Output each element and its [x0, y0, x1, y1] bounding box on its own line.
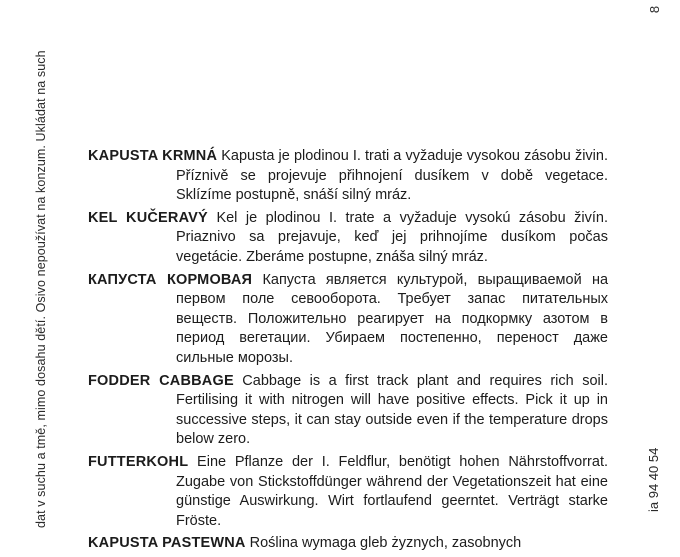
- entry-text: Eine Pflanze der I. Feldflur, benötigt hohen Nährstoffvorrat. Zugabe von Stickstoffdünger während der Vegetationszeit hat eine günstige Auswirkung. Wirt fortlaufend geerntet. Verträgt starke Fröste.: [176, 453, 608, 529]
- entry-text: Kapusta je plodinou I. trati a vyžaduje vysokou zásobu živin. Příznivě se projevuje přihnojení dusíkem v době vegetace. Sklízíme postupně, snáší silný mráz.: [176, 148, 608, 204]
- entry-heading: КАПУСТА КОРМОВАЯ: [88, 271, 253, 288]
- description-entry: [88, 372, 608, 450]
- product-description-block: [88, 147, 608, 557]
- entry-heading: KAPUSTA PASTEWNA: [88, 535, 246, 552]
- entry-heading: KEL KUČERAVÝ: [88, 209, 208, 226]
- entry-text: Roślina wymaga gleb żyznych, zasobnych: [249, 535, 522, 552]
- description-entry: [88, 209, 608, 268]
- entry-text: Kel je plodinou I. trate a vyžaduje vysokú zásobu živín. Priaznivo sa prejavuje, keď jej prihnojíme dusíkom počas vegetácie. Zberáme postupne, znáša silný mráz.: [176, 209, 609, 265]
- phone-number-fragment: ia 94 40 54: [646, 447, 661, 512]
- description-entry: [88, 453, 608, 531]
- description-entry: [88, 147, 608, 206]
- entry-text: Капуста является культурой, выращиваемой на первом поле севооборота. Требует запас питательных веществ. Положительно реагирует на подкормку азотом в период вегетации. Убираем постепенно, переност даже сильные морозы.: [176, 271, 609, 366]
- entry-text: Cabbage is a first track plant and requires rich soil. Fertilising it with nitrogen will have positive effects. Pick it up in successive steps, it can stay outside even if the temperature drops below zero.: [176, 372, 608, 448]
- description-entry: [88, 271, 608, 369]
- description-entry: [88, 534, 608, 554]
- storage-instructions-vertical: dat v suchu a tmě, mimo dosahu dětí. Osivo nepoužívat na konzum. Ukládat na such: [34, 50, 48, 528]
- corner-number-fragment: 8: [647, 5, 663, 14]
- entry-heading: FODDER CABBAGE: [88, 372, 234, 389]
- entry-heading: KAPUSTA KRMNÁ: [88, 148, 218, 164]
- entry-heading: FUTTERKOHL: [88, 453, 189, 470]
